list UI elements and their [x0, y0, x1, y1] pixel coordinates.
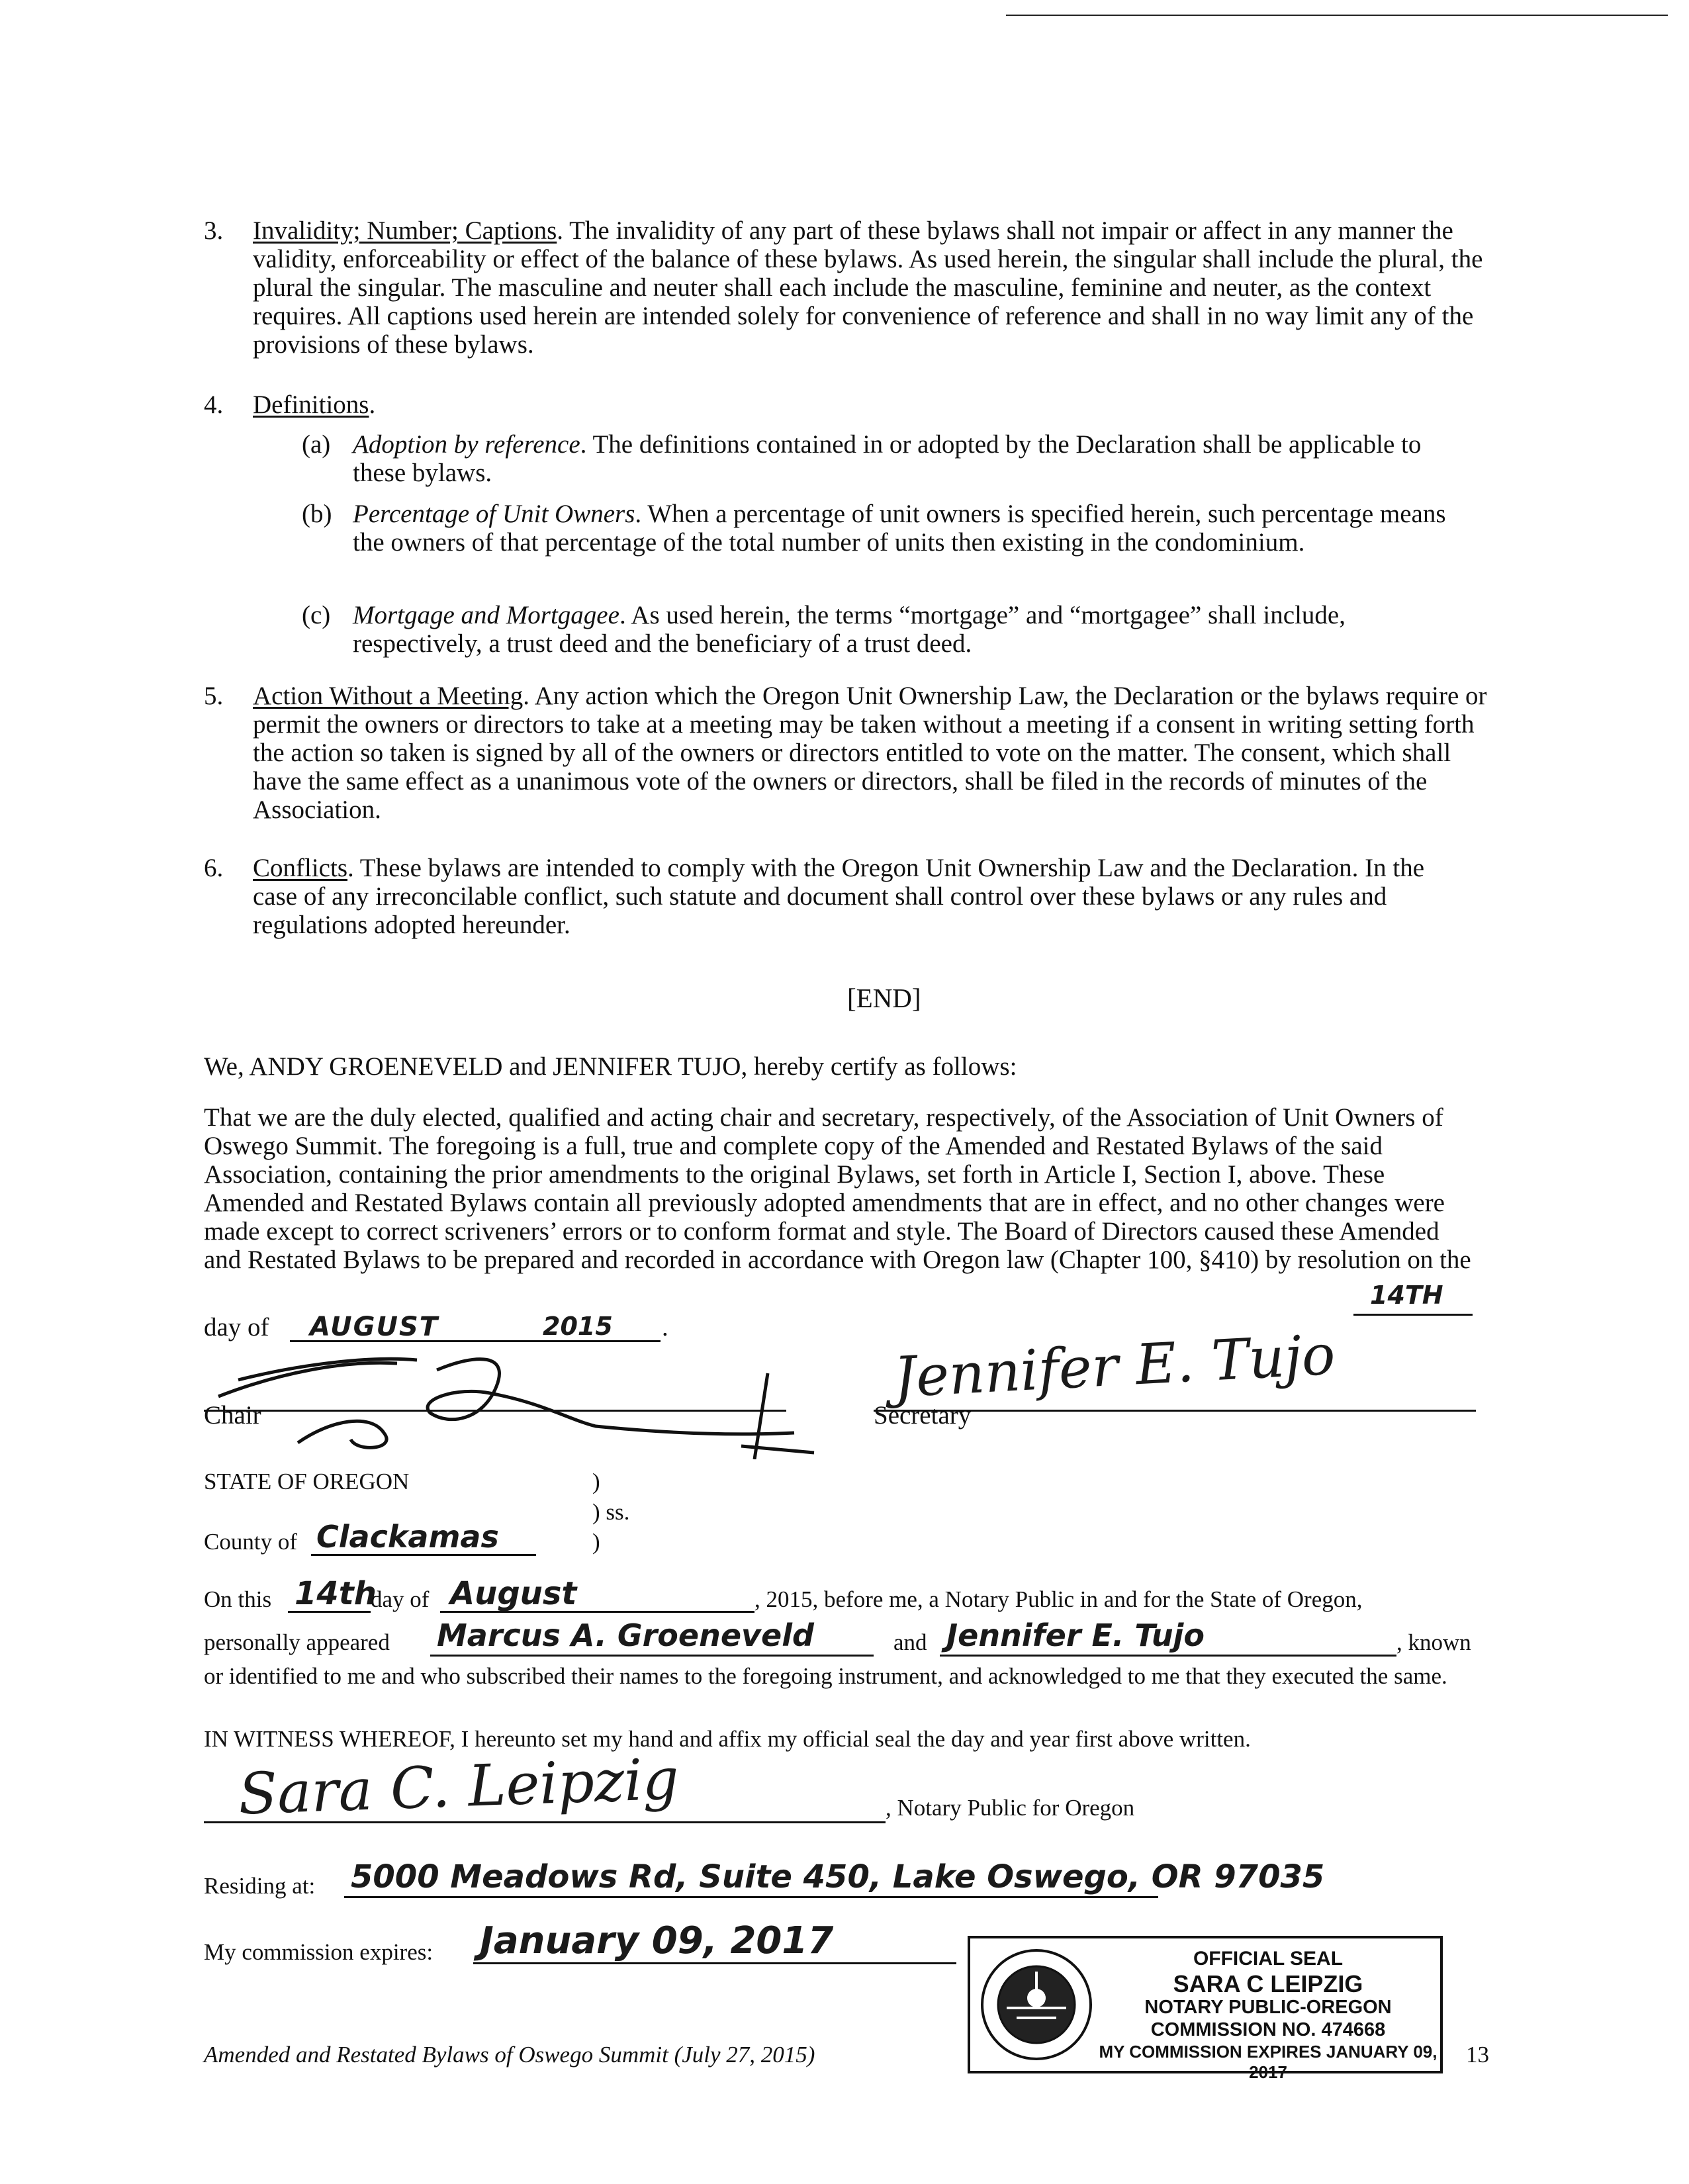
seal-line-3: NOTARY PUBLIC-OREGON — [1144, 1997, 1392, 2018]
county-handwritten: Clackamas — [316, 1519, 499, 1555]
notary-day-handwritten: 14th — [295, 1575, 377, 1612]
definition-a-label: (a) — [302, 430, 331, 459]
county-paren: ) — [592, 1529, 600, 1555]
notary-public-label: , Notary Public for Oregon — [886, 1795, 1135, 1821]
definition-a-text: . The definitions contained in or adopted by the Declaration shall be applicable to these bylaws. — [353, 430, 1422, 487]
and-label: and — [893, 1629, 927, 1655]
definition-c — [353, 601, 1471, 658]
definition-a-term: Adoption by reference — [353, 430, 580, 459]
official-seal — [968, 1936, 1443, 2082]
section-4-heading — [253, 390, 375, 419]
county-line — [311, 1554, 536, 1556]
notary-signature-line — [204, 1821, 886, 1823]
section-3-number: 3. — [204, 216, 224, 245]
expires-handwritten: January 09, 2017 — [480, 1919, 834, 1962]
cert-year-handwritten: 2015 — [543, 1312, 613, 1341]
chair-signature — [199, 1334, 834, 1459]
expires-label: My commission expires: — [204, 1939, 434, 1965]
page-number: 13 — [1466, 2042, 1489, 2068]
residing-label: Residing at: — [204, 1873, 316, 1899]
section-5-number: 5. — [204, 682, 224, 710]
section-3 — [253, 216, 1490, 359]
chair-label: Chair — [204, 1401, 261, 1430]
state-label: STATE OF OREGON — [204, 1469, 410, 1494]
section-6 — [253, 854, 1471, 939]
personally-appeared-label: personally appeared — [204, 1629, 390, 1655]
definition-b — [353, 500, 1478, 557]
witness-text: IN WITNESS WHEREOF, I hereunto set my hand and affix my official seal the day and year first above written. — [204, 1726, 1251, 1752]
seal-line-2: SARA C LEIPZIG — [1173, 1970, 1363, 1997]
scan-edge-line — [1006, 15, 1668, 16]
notary-month-handwritten: August — [450, 1575, 577, 1612]
cert-day-of-label: day of — [204, 1313, 269, 1342]
section-5-title: Action Without a Meeting — [253, 682, 524, 710]
certification-intro: We, ANDY GROENEVELD and JENNIFER TUJO, hereby certify as follows: — [204, 1052, 1017, 1081]
chair-signature-line — [204, 1410, 786, 1412]
seal-line-5: MY COMMISSION EXPIRES JANUARY 09, 2017 — [1099, 2042, 1438, 2082]
seal-line-1: OFFICIAL SEAL — [1193, 1948, 1344, 1970]
appearer-2-line — [940, 1655, 1396, 1657]
residing-handwritten: 5000 Meadows Rd, Suite 450, Lake Oswego, OR 97035 — [351, 1858, 1325, 1895]
residing-line — [344, 1896, 1158, 1898]
appearer-2-handwritten: Jennifer E. Tujo — [946, 1617, 1205, 1653]
seal-emblem — [977, 1945, 1096, 2064]
on-this-label: On this — [204, 1586, 272, 1612]
expires-line — [473, 1962, 956, 1964]
secretary-label: Secretary — [874, 1401, 972, 1430]
oregon-seal-icon — [977, 1945, 1096, 2064]
certification-body: That we are the duly elected, qualified and acting chair and secretary, respectively, of the Association of Unit Owners of Oswego Summit. The foregoing is a full, true and complete copy of the Amended and Restated Bylaws of the said Association, containing the prior amendments to the original Bylaws, set forth in Article I, Section I, above. These Amended and Restated Bylaws contain all previously adopted amendments that are in effect, and no other changes were made except to correct scriveners’ errors or to conform format and style. The Board of Directors caused these Amended and Restated Bylaws to be prepared and recorded in accordance with Oregon law (Chapter 100, §410) by resolution on the — [204, 1103, 1471, 1274]
section-4-title: Definitions — [253, 390, 369, 419]
definition-b-term: Percentage of Unit Owners — [353, 500, 635, 528]
cert-month-handwritten: AUGUST — [310, 1312, 439, 1342]
notary-day-line — [288, 1611, 371, 1613]
section-3-title: Invalidity; Number; Captions — [253, 216, 557, 245]
section-6-title: Conflicts — [253, 854, 347, 882]
footer-title: Amended and Restated Bylaws of Oswego Summit (July 27, 2015) — [204, 2042, 815, 2068]
appearer-1-line — [430, 1655, 874, 1657]
identified-text: or identified to me and who subscribed their names to the foregoing instrument, and acknowledged to me that they executed the same. — [204, 1663, 1447, 1689]
end-marker: [END] — [847, 983, 921, 1013]
cert-day-handwritten: 14TH — [1370, 1281, 1443, 1310]
ss-label: ) ss. — [592, 1499, 630, 1525]
appearer-1-handwritten: Marcus A. Groeneveld — [437, 1617, 814, 1653]
notary-year-text: , 2015, before me, a Notary Public in and for the State of Oregon, — [754, 1586, 1363, 1612]
section-6-body: . These bylaws are intended to comply with the Oregon Unit Ownership Law and the Declaration. In the case of any irreconcilable conflict, such statute and document shall control over these bylaws or any rules and regulations adopted hereunder. — [253, 854, 1425, 939]
section-5-body: . Any action which the Oregon Unit Ownership Law, the Declaration or the bylaws require or permit the owners or directors to take at a meeting may be taken without a meeting if a consent in writing setting forth the action so taken is signed by all of the owners or directors entitled to vote on the matter. The consent, which shall have the same effect as a unanimous vote of the owners or directors, shall be filed in the records of minutes of the Association. — [253, 682, 1487, 824]
section-4-title-period: . — [369, 390, 376, 419]
state-paren: ) — [592, 1469, 600, 1494]
section-5 — [253, 682, 1490, 824]
definition-c-label: (c) — [302, 601, 331, 629]
notary-month-line — [440, 1611, 754, 1613]
definition-c-text: . As used herein, the terms “mortgage” and “mortgagee” shall include, respectively, a trust deed and the beneficiary of a trust deed. — [353, 601, 1346, 658]
secretary-signature: Jennifer E. Tujo — [891, 1322, 1337, 1410]
county-label: County of — [204, 1529, 297, 1555]
definition-b-label: (b) — [302, 500, 332, 528]
seal-line-4: COMMISSION NO. 474668 — [1150, 2019, 1386, 2040]
definition-c-term: Mortgage and Mortgagee — [353, 601, 619, 629]
section-4-number: 4. — [204, 390, 224, 419]
definition-b-text: . When a percentage of unit owners is specified herein, such percentage means the owners of that percentage of the total number of units then existing in the condominium. — [353, 500, 1446, 557]
section-3-body: . The invalidity of any part of these bylaws shall not impair or affect in any manner the validity, enforceability or effect of the balance of these bylaws. As used herein, the singular shall include the plural, the plural the singular. The masculine and neuter shall each include the masculine, feminine and neuter, as the context requires. All captions used herein are intended solely for convenience of reference and shall in no way limit any of the provisions of these bylaws. — [253, 216, 1483, 359]
section-6-number: 6. — [204, 854, 224, 882]
cert-period: . — [662, 1313, 668, 1342]
known-label: , known — [1396, 1629, 1471, 1655]
notary-signature: Sara C. Leipzig — [237, 1746, 680, 1828]
notary-day-of-label: day of — [371, 1586, 430, 1612]
definition-a — [353, 430, 1471, 487]
cert-day-line — [1353, 1314, 1473, 1316]
